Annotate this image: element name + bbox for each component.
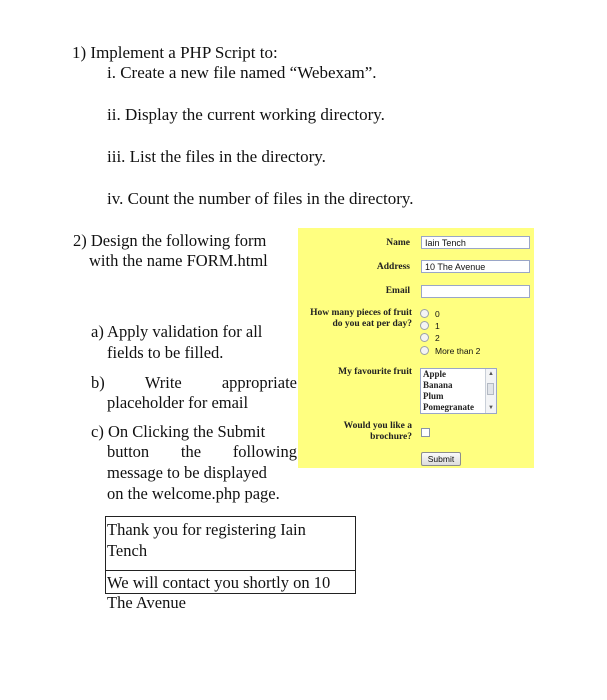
- fruit-option-pomegranate[interactable]: Pomegranate: [423, 402, 474, 412]
- scroll-down-arrow-icon[interactable]: ▼: [488, 405, 494, 411]
- q2-b-word1: Write: [144, 373, 182, 392]
- fruit-radio-1-label: 1: [435, 321, 440, 331]
- q1-item-4: iv. Count the number of files in the directory.: [107, 189, 414, 208]
- name-label: Name: [386, 238, 410, 248]
- fruit-option-banana[interactable]: Banana: [423, 380, 453, 390]
- q2-heading-line1: [73, 231, 297, 251]
- q2-b-word2: appropriate: [221, 373, 297, 392]
- q2-c-line2-word2: the: [180, 442, 202, 461]
- q2-c-line2: [107, 442, 297, 462]
- q2-c-line3: message to be displayed: [107, 463, 267, 482]
- message-divider: [105, 570, 356, 571]
- q2-b-line2: placeholder for email: [107, 393, 249, 412]
- q2-heading-line2: with the name FORM.html: [89, 251, 268, 270]
- fruit-question-line1: How many pieces of fruit: [310, 308, 412, 318]
- address-label: Address: [376, 262, 410, 272]
- fruit-radio-0-label: 0: [435, 309, 440, 319]
- q2-c-line2-word1: button: [107, 442, 150, 461]
- message-line3: We will contact you shortly on 10: [107, 573, 331, 592]
- favourite-fruit-listbox[interactable]: [420, 368, 497, 414]
- fruit-question-line2: do you eat per day?: [332, 319, 412, 329]
- q2-b-line1: [91, 373, 297, 393]
- q2-c-line1: c) On Clicking the Submit: [91, 422, 266, 441]
- message-line2: Tench: [107, 541, 148, 560]
- fruit-option-plum[interactable]: Plum: [423, 391, 444, 401]
- brochure-label-line2: brochure?: [370, 432, 412, 442]
- message-line4: The Avenue: [107, 593, 186, 612]
- scroll-up-arrow-icon[interactable]: ▲: [488, 371, 494, 377]
- fruit-radio-more[interactable]: [420, 346, 429, 355]
- submit-button[interactable]: Submit: [421, 452, 461, 466]
- q1-item-1: i. Create a new file named “Webexam”.: [107, 63, 377, 82]
- message-line1: Thank you for registering Iain: [107, 520, 306, 539]
- fruit-radio-2[interactable]: [420, 333, 429, 342]
- q1-item-2: ii. Display the current working directory.: [107, 105, 385, 124]
- email-label: Email: [385, 286, 410, 296]
- q2-c-line2-word3: following: [232, 442, 297, 461]
- fruit-radio-0[interactable]: [420, 309, 429, 318]
- fruit-radio-2-label: 2: [435, 333, 440, 343]
- address-input[interactable]: 10 The Avenue: [421, 260, 530, 273]
- fruit-option-apple[interactable]: Apple: [423, 369, 447, 379]
- q2-heading-text: 2) Design the following form: [73, 231, 267, 250]
- q2-a-line2: fields to be filled.: [107, 343, 224, 362]
- q2-b-prefix: b): [91, 373, 105, 392]
- q2-a-line1: a) Apply validation for all: [91, 322, 263, 341]
- listbox-scrollbar[interactable]: [485, 369, 496, 413]
- brochure-checkbox[interactable]: [421, 428, 430, 437]
- q1-item-3: iii. List the files in the directory.: [107, 147, 326, 166]
- fruit-radio-more-label: More than 2: [435, 346, 481, 356]
- q1-heading: 1) Implement a PHP Script to:: [72, 43, 278, 62]
- q2-c-line4: on the welcome.php page.: [107, 484, 280, 503]
- brochure-label-line1: Would you like a: [343, 421, 412, 431]
- fruit-radio-1[interactable]: [420, 321, 429, 330]
- name-input[interactable]: Iain Tench: [421, 236, 530, 249]
- favourite-fruit-label: My favourite fruit: [338, 367, 412, 377]
- scroll-thumb[interactable]: [487, 383, 494, 395]
- email-input[interactable]: [421, 285, 530, 298]
